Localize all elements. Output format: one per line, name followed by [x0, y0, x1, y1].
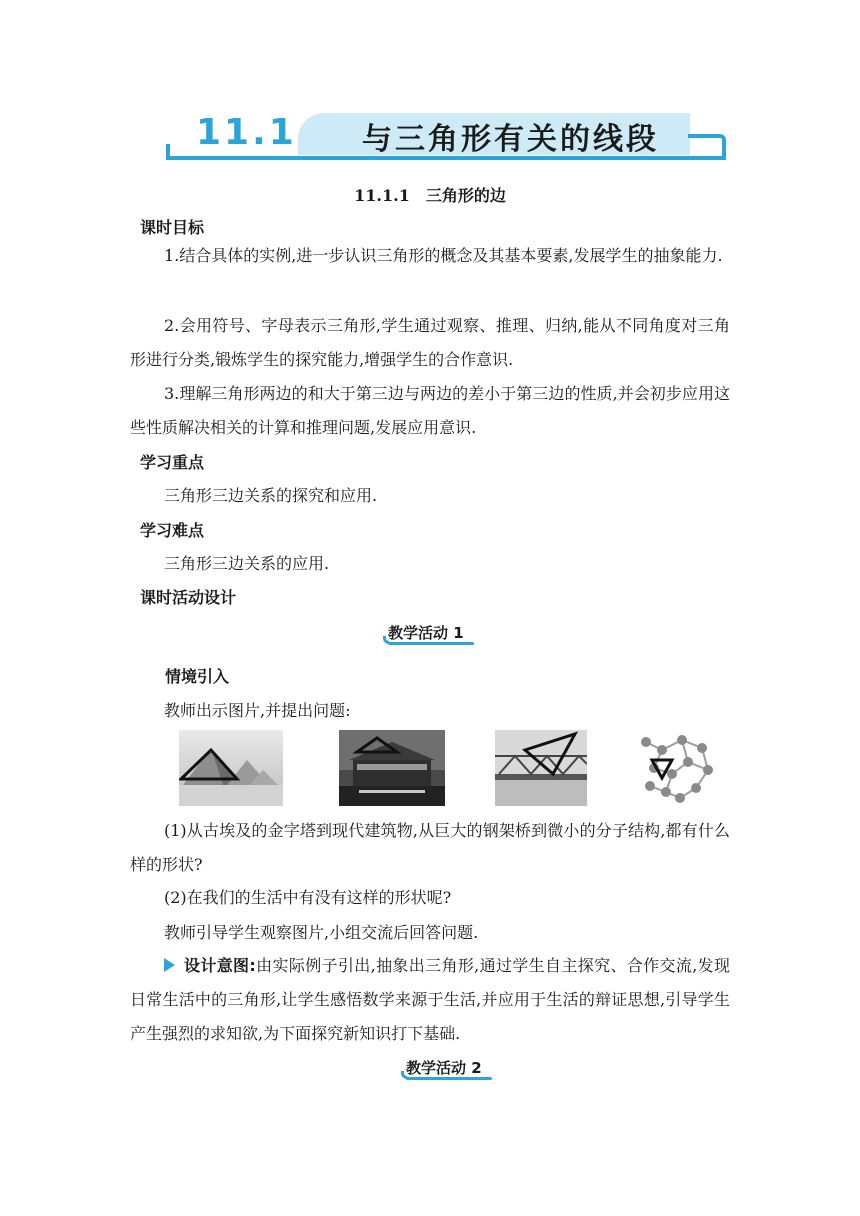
objective-3: 3.理解三角形两边的和大于第三边与两边的差小于第三边的性质,并会初步应用这些性质解决相关的计算和推理问题,发展应用意识.: [130, 384, 730, 437]
question-1: (1)从古埃及的金字塔到现代建筑物,从巨大的钢架桥到微小的分子结构,都有什么样的形状?: [130, 821, 730, 874]
molecule-model: [632, 730, 716, 806]
objectives-heading: 课时目标: [140, 218, 205, 237]
section-number: 11.1: [196, 112, 297, 153]
header-left-tick: [166, 144, 170, 160]
lesson-subtitle: 11.1.1 三角形的边: [354, 186, 506, 205]
question-2: (2)在我们的生活中有没有这样的形状呢?: [164, 888, 452, 907]
activity-1-hook: [383, 636, 389, 644]
design-heading: 课时活动设计: [140, 588, 237, 607]
difficulties-text: 三角形三边关系的应用.: [164, 554, 330, 573]
activity-2-hook: [401, 1071, 407, 1079]
objective-1: 1.结合具体的实例,进一步认识三角形的概念及其基本要素,发展学生的抽象能力.: [164, 246, 723, 265]
section-title: 与三角形有关的线段: [362, 122, 659, 157]
steel-bridge-photo: [495, 730, 587, 806]
activity-1-underline: [388, 642, 474, 645]
header-right-hook: [688, 134, 726, 160]
design-intent-text: 由实际例子引出,抽象出三角形,通过学生自主探究、合作交流,发现日常生活中的三角形,让学生感悟数学来源于生活,并应用于生活的辩证思想,引导学生产生强烈的求知欲,为下面探究新知识打下基础.: [130, 956, 730, 1043]
design-intent-label: 设计意图:: [184, 956, 256, 975]
intro-heading: 情境引入: [165, 667, 230, 686]
intro-text: 教师出示图片,并提出问题:: [164, 701, 351, 720]
teacher-guide: 教师引导学生观察图片,小组交流后回答问题.: [164, 923, 479, 942]
pyramids-photo: [179, 730, 283, 806]
activity-2-underline: [406, 1077, 492, 1080]
key-points-text: 三角形三边关系的探究和应用.: [164, 486, 378, 505]
activity-2-label: 教学活动 2: [406, 1059, 482, 1077]
objective-2: 2.会用符号、字母表示三角形,学生通过观察、推理、归纳,能从不同角度对三角形进行分类,锻炼学生的探究能力,增强学生的合作意识.: [130, 316, 730, 369]
building-photo: [339, 730, 445, 806]
difficulties-heading: 学习难点: [140, 521, 205, 540]
key-points-heading: 学习重点: [140, 453, 205, 472]
activity-1-label: 教学活动 1: [388, 624, 464, 642]
design-intent: [130, 949, 730, 1051]
